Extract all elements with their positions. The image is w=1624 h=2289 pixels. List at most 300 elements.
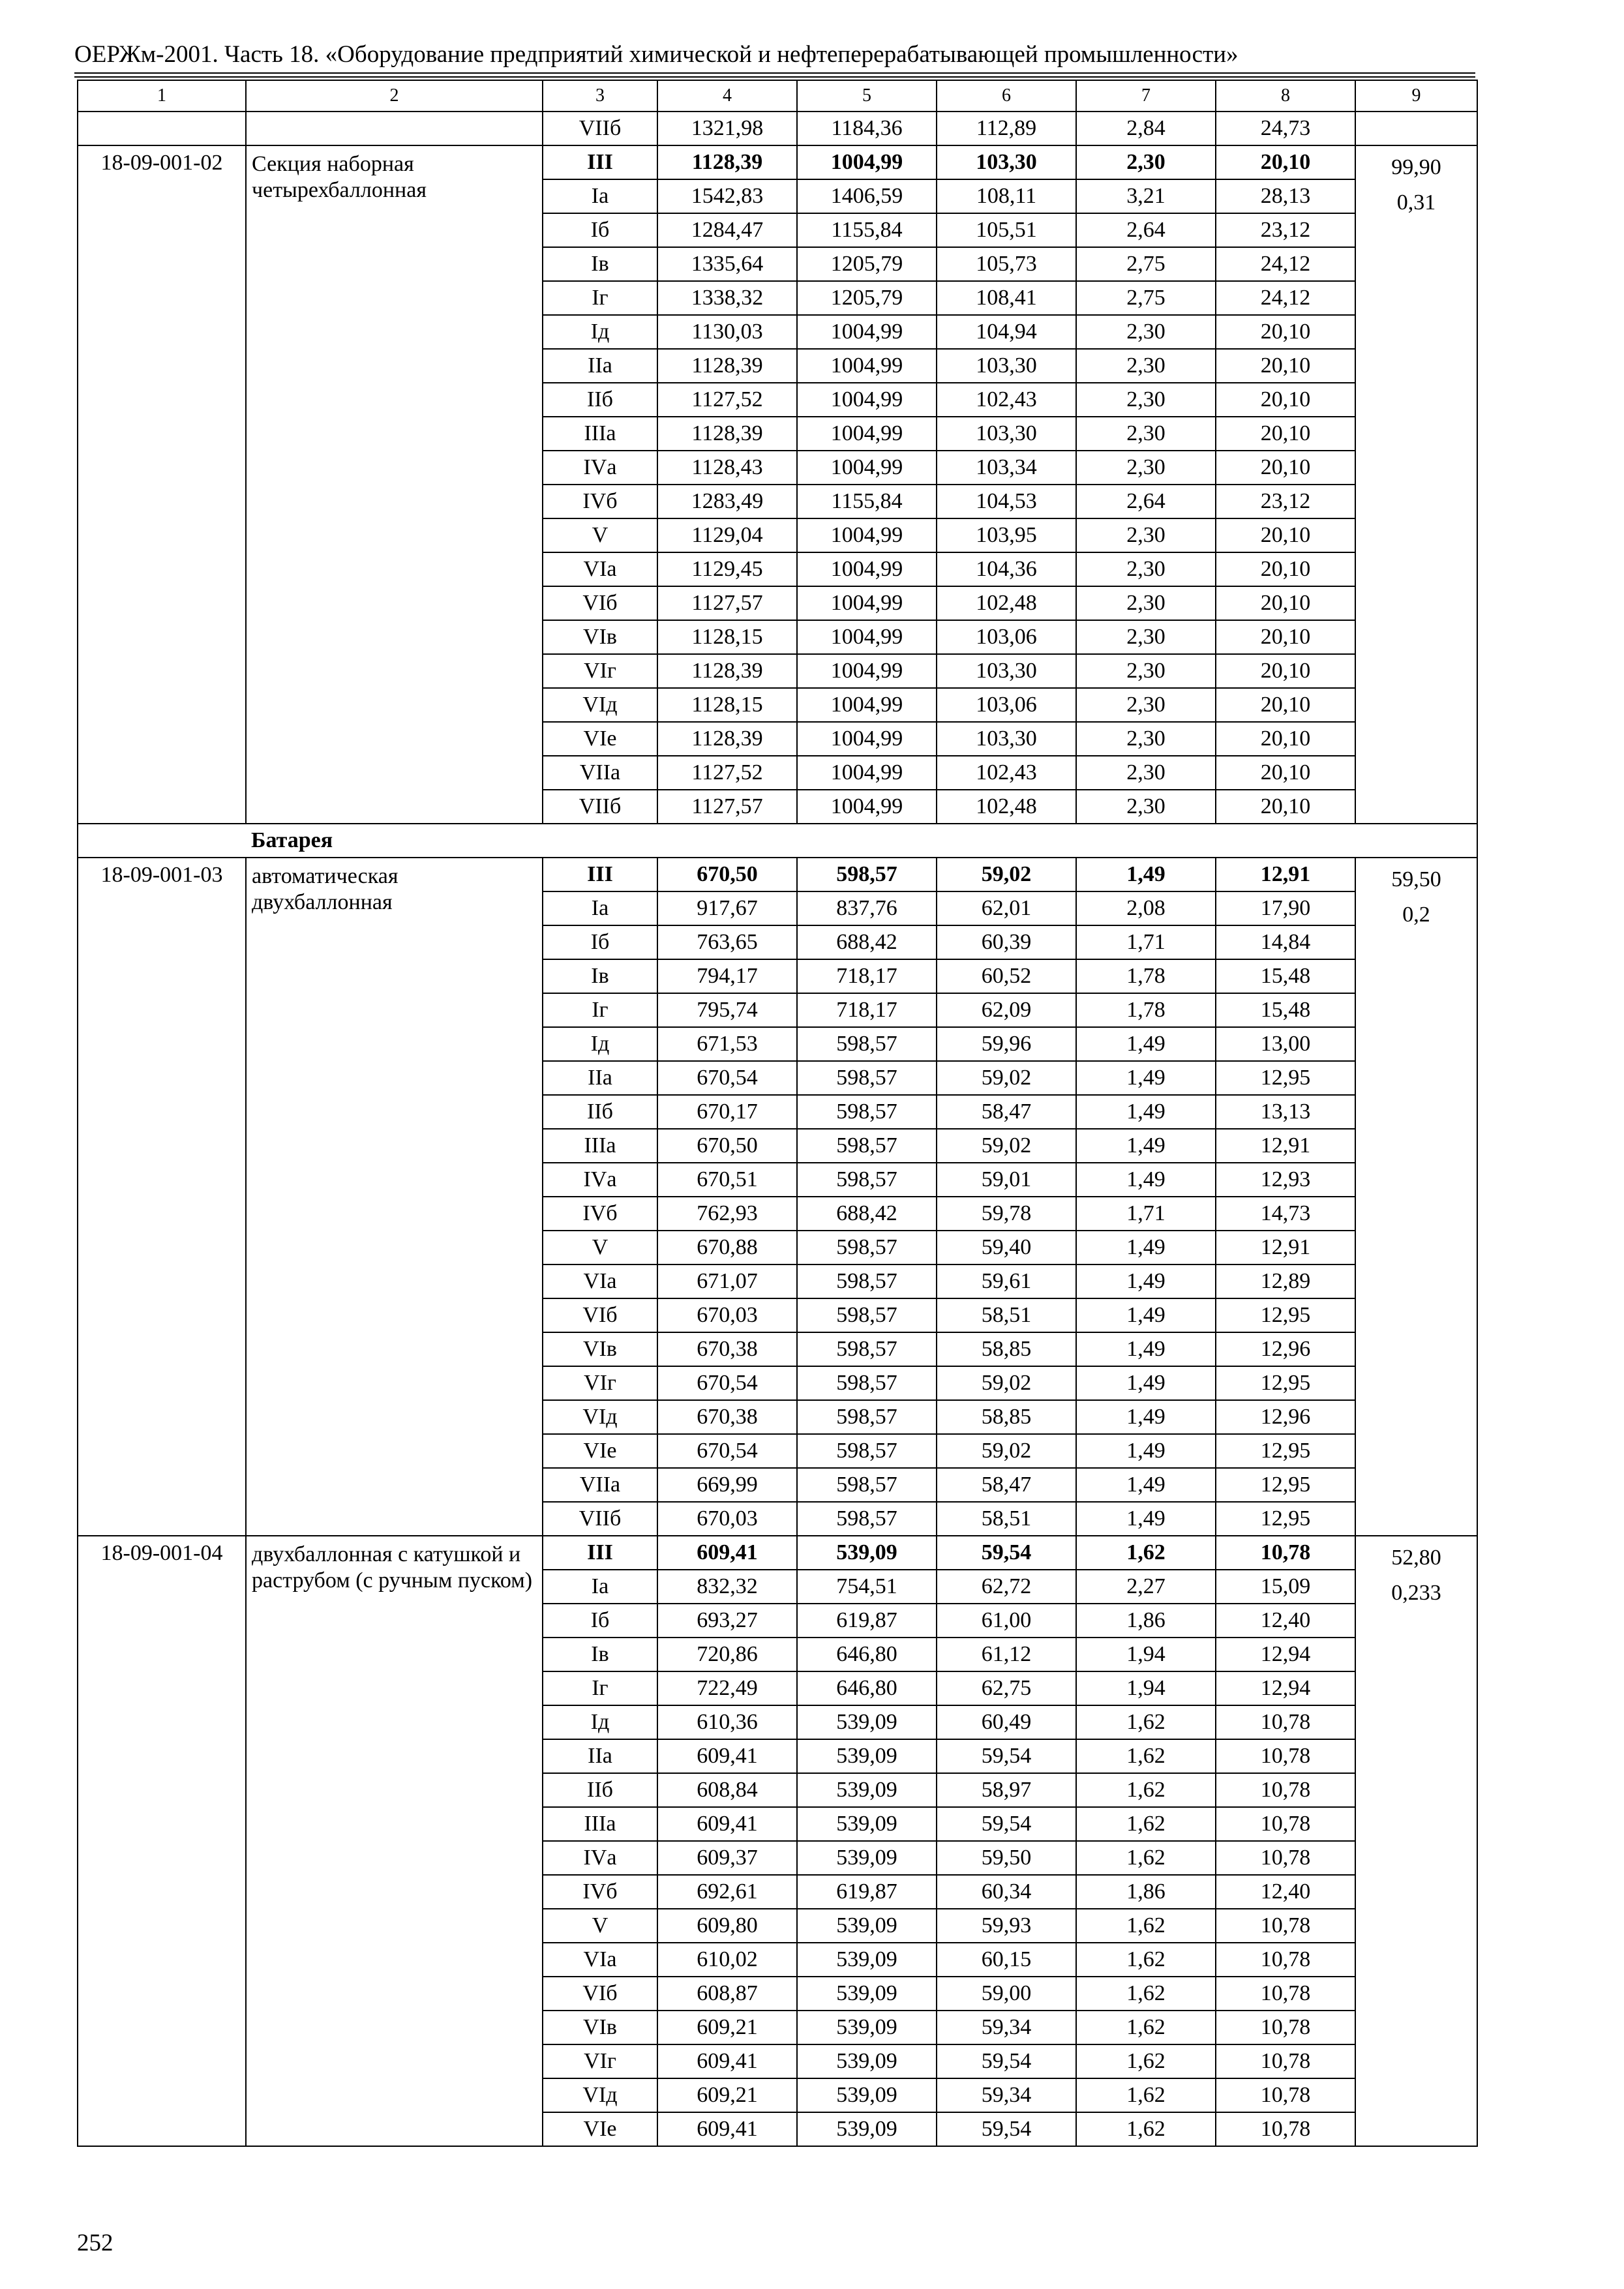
value-cell: 670,38 <box>657 1332 797 1366</box>
value-cell: 1284,47 <box>657 213 797 247</box>
value-cell: 1,62 <box>1076 1807 1216 1841</box>
value-cell: 14,73 <box>1216 1197 1355 1231</box>
value-cell: 102,43 <box>937 756 1076 790</box>
value-cell: 1004,99 <box>797 315 937 349</box>
page-number: 252 <box>77 2230 113 2256</box>
value-cell: 10,78 <box>1216 1977 1355 2011</box>
value-cell: 1004,99 <box>797 417 937 451</box>
grade-cell: IIа <box>543 1061 657 1095</box>
value-cell: 1,49 <box>1076 1400 1216 1434</box>
value-cell: 102,48 <box>937 586 1076 620</box>
value-cell: 1004,99 <box>797 722 937 756</box>
grade-cell: VIв <box>543 620 657 654</box>
value-cell: 1129,45 <box>657 552 797 586</box>
value-cell: 1,62 <box>1076 1841 1216 1875</box>
value-cell: 59,78 <box>937 1197 1076 1231</box>
value-cell: 1128,15 <box>657 620 797 654</box>
value-cell: 598,57 <box>797 1061 937 1095</box>
table-row <box>78 112 1477 145</box>
value-cell: 539,09 <box>797 2112 937 2146</box>
value-cell: 59,54 <box>937 1536 1076 1570</box>
value-cell: 1,49 <box>1076 1264 1216 1298</box>
value-cell: 20,10 <box>1216 586 1355 620</box>
value-cell: 832,32 <box>657 1570 797 1604</box>
value-cell: 2,30 <box>1076 620 1216 654</box>
value-cell: 59,54 <box>937 2044 1076 2078</box>
value-cell: 103,30 <box>937 722 1076 756</box>
value-cell: 598,57 <box>797 1129 937 1163</box>
value-cell: 1004,99 <box>797 756 937 790</box>
value-cell: 1,62 <box>1076 1739 1216 1773</box>
value-cell: 59,02 <box>937 858 1076 891</box>
value-cell: 1004,99 <box>797 383 937 417</box>
value-cell: 1,86 <box>1076 1604 1216 1638</box>
value-cell: 609,41 <box>657 1536 797 1570</box>
value-cell: 12,91 <box>1216 858 1355 891</box>
value-cell: 24,73 <box>1216 112 1355 145</box>
value-cell: 12,95 <box>1216 1434 1355 1468</box>
grade-cell: VIд <box>543 2078 657 2112</box>
code-cell <box>78 112 246 145</box>
value-cell: 670,54 <box>657 1061 797 1095</box>
value-cell: 59,93 <box>937 1909 1076 1943</box>
value-cell: 1128,39 <box>657 654 797 688</box>
value-cell: 20,10 <box>1216 756 1355 790</box>
value-cell: 59,50 <box>937 1841 1076 1875</box>
grade-cell: VIа <box>543 1264 657 1298</box>
value-cell: 13,00 <box>1216 1027 1355 1061</box>
value-cell: 20,10 <box>1216 315 1355 349</box>
table-row <box>78 858 1477 891</box>
value-cell: 15,48 <box>1216 959 1355 993</box>
value-cell: 669,99 <box>657 1468 797 1502</box>
value-cell: 105,73 <box>937 247 1076 281</box>
value-cell: 539,09 <box>797 1807 937 1841</box>
value-cell: 13,13 <box>1216 1095 1355 1129</box>
value-cell: 2,84 <box>1076 112 1216 145</box>
value-cell: 2,30 <box>1076 790 1216 824</box>
value-cell: 1,49 <box>1076 1332 1216 1366</box>
value-cell: 2,75 <box>1076 281 1216 315</box>
value-cell: 103,30 <box>937 349 1076 383</box>
value-cell: 24,12 <box>1216 247 1355 281</box>
grade-cell: III <box>543 1536 657 1570</box>
value-cell: 17,90 <box>1216 891 1355 925</box>
grade-cell: VIг <box>543 1366 657 1400</box>
value-cell: 1004,99 <box>797 145 937 179</box>
table-row <box>78 145 1477 179</box>
value-cell: 12,93 <box>1216 1163 1355 1197</box>
group-row <box>78 824 1477 858</box>
grade-cell: IVа <box>543 1163 657 1197</box>
value-cell: 60,34 <box>937 1875 1076 1909</box>
value-cell: 795,74 <box>657 993 797 1027</box>
value-cell: 539,09 <box>797 2011 937 2044</box>
value-cell: 1,49 <box>1076 1095 1216 1129</box>
value-cell: 646,80 <box>797 1671 937 1705</box>
value-cell: 1,62 <box>1076 1536 1216 1570</box>
grade-cell: VIIб <box>543 1502 657 1536</box>
value-cell: 105,51 <box>937 213 1076 247</box>
value-cell: 59,54 <box>937 1807 1076 1841</box>
value-cell: 1,49 <box>1076 1468 1216 1502</box>
value-cell: 610,36 <box>657 1705 797 1739</box>
value-cell: 20,10 <box>1216 518 1355 552</box>
value-cell: 608,87 <box>657 1977 797 2011</box>
value-cell: 1127,57 <box>657 586 797 620</box>
name-cell: Секция наборная четырехбаллонная <box>246 145 543 824</box>
col9-value: 52,80 <box>1391 1546 1441 1570</box>
value-cell: 539,09 <box>797 1739 937 1773</box>
grade-cell: IIб <box>543 1095 657 1129</box>
column-number-row <box>78 80 1477 112</box>
value-cell: 58,97 <box>937 1773 1076 1807</box>
grade-cell: VIб <box>543 1298 657 1332</box>
value-cell: 62,09 <box>937 993 1076 1027</box>
value-cell: 3,21 <box>1076 179 1216 213</box>
value-cell: 693,27 <box>657 1604 797 1638</box>
value-cell: 1,49 <box>1076 1366 1216 1400</box>
value-cell: 1,49 <box>1076 1129 1216 1163</box>
value-cell: 59,02 <box>937 1366 1076 1400</box>
value-cell: 104,36 <box>937 552 1076 586</box>
value-cell: 670,38 <box>657 1400 797 1434</box>
grade-cell: IIIа <box>543 1129 657 1163</box>
value-cell: 1,49 <box>1076 1061 1216 1095</box>
value-cell: 20,10 <box>1216 417 1355 451</box>
grade-cell: III <box>543 145 657 179</box>
value-cell: 1,78 <box>1076 993 1216 1027</box>
value-cell: 670,03 <box>657 1502 797 1536</box>
grade-cell: Iб <box>543 213 657 247</box>
grade-cell: IVб <box>543 1875 657 1909</box>
value-cell: 20,10 <box>1216 688 1355 722</box>
value-cell: 1155,84 <box>797 213 937 247</box>
value-cell: 62,01 <box>937 891 1076 925</box>
value-cell: 2,08 <box>1076 891 1216 925</box>
value-cell: 609,41 <box>657 2112 797 2146</box>
value-cell: 670,54 <box>657 1434 797 1468</box>
column-number: 5 <box>797 80 937 112</box>
grade-cell: VIIб <box>543 790 657 824</box>
grade-cell: VIг <box>543 654 657 688</box>
grade-cell: Iг <box>543 993 657 1027</box>
value-cell: 619,87 <box>797 1875 937 1909</box>
value-cell: 1004,99 <box>797 654 937 688</box>
value-cell: 12,96 <box>1216 1400 1355 1434</box>
value-cell: 1128,39 <box>657 145 797 179</box>
grade-cell: VIIа <box>543 756 657 790</box>
value-cell: 917,67 <box>657 891 797 925</box>
value-cell: 671,07 <box>657 1264 797 1298</box>
value-cell: 10,78 <box>1216 1536 1355 1570</box>
value-cell: 20,10 <box>1216 552 1355 586</box>
value-cell: 2,64 <box>1076 485 1216 518</box>
value-cell: 103,30 <box>937 145 1076 179</box>
col9-value: 0,31 <box>1396 190 1436 215</box>
value-cell: 539,09 <box>797 2078 937 2112</box>
value-cell: 20,10 <box>1216 383 1355 417</box>
value-cell: 1130,03 <box>657 315 797 349</box>
value-cell: 10,78 <box>1216 1943 1355 1977</box>
value-cell: 58,85 <box>937 1332 1076 1366</box>
value-cell: 1004,99 <box>797 586 937 620</box>
value-cell: 60,15 <box>937 1943 1076 1977</box>
col9-value: 0,233 <box>1391 1581 1441 1605</box>
grade-cell: IIб <box>543 383 657 417</box>
value-cell: 598,57 <box>797 1502 937 1536</box>
value-cell: 670,88 <box>657 1231 797 1264</box>
value-cell: 61,12 <box>937 1638 1076 1671</box>
value-cell: 1004,99 <box>797 451 937 485</box>
value-cell: 539,09 <box>797 1909 937 1943</box>
page-header: ОЕРЖм-2001. Часть 18. «Оборудование предприятий химической и нефтеперерабатывающей промышленности» <box>74 41 1239 68</box>
value-cell: 670,03 <box>657 1298 797 1332</box>
value-cell: 59,61 <box>937 1264 1076 1298</box>
value-cell: 14,84 <box>1216 925 1355 959</box>
value-cell: 1,62 <box>1076 2078 1216 2112</box>
grade-cell: Iа <box>543 179 657 213</box>
value-cell: 1338,32 <box>657 281 797 315</box>
value-cell: 103,30 <box>937 654 1076 688</box>
value-cell: 598,57 <box>797 1400 937 1434</box>
value-cell: 598,57 <box>797 1027 937 1061</box>
column-number: 8 <box>1216 80 1355 112</box>
value-cell: 62,75 <box>937 1671 1076 1705</box>
grade-cell: V <box>543 1231 657 1264</box>
value-cell: 58,47 <box>937 1095 1076 1129</box>
value-cell: 609,41 <box>657 1807 797 1841</box>
value-cell: 59,34 <box>937 2078 1076 2112</box>
value-cell: 762,93 <box>657 1197 797 1231</box>
value-cell: 1,49 <box>1076 1298 1216 1332</box>
value-cell: 1128,15 <box>657 688 797 722</box>
value-cell: 837,76 <box>797 891 937 925</box>
value-cell: 23,12 <box>1216 213 1355 247</box>
value-cell: 1,49 <box>1076 1502 1216 1536</box>
value-cell: 2,27 <box>1076 1570 1216 1604</box>
value-cell: 609,37 <box>657 1841 797 1875</box>
value-cell: 12,40 <box>1216 1875 1355 1909</box>
value-cell: 609,41 <box>657 1739 797 1773</box>
header-rule-bottom <box>74 76 1475 78</box>
grade-cell: VIб <box>543 1977 657 2011</box>
grade-cell: Iв <box>543 1638 657 1671</box>
value-cell: 1,94 <box>1076 1671 1216 1705</box>
value-cell: 598,57 <box>797 1163 937 1197</box>
value-cell: 112,89 <box>937 112 1076 145</box>
col9-cell <box>1355 858 1477 1536</box>
value-cell: 59,02 <box>937 1129 1076 1163</box>
grade-cell: Iд <box>543 1027 657 1061</box>
column-number: 4 <box>657 80 797 112</box>
value-cell: 1128,39 <box>657 349 797 383</box>
value-cell: 12,91 <box>1216 1231 1355 1264</box>
value-cell: 720,86 <box>657 1638 797 1671</box>
grade-cell: IIб <box>543 1773 657 1807</box>
value-cell: 1283,49 <box>657 485 797 518</box>
grade-cell: VIа <box>543 1943 657 1977</box>
grade-cell: Iб <box>543 925 657 959</box>
value-cell: 2,30 <box>1076 688 1216 722</box>
value-cell: 20,10 <box>1216 451 1355 485</box>
value-cell: 2,30 <box>1076 383 1216 417</box>
value-cell: 10,78 <box>1216 2011 1355 2044</box>
value-cell: 2,30 <box>1076 756 1216 790</box>
grade-cell: IIа <box>543 1739 657 1773</box>
value-cell: 2,30 <box>1076 145 1216 179</box>
value-cell: 608,84 <box>657 1773 797 1807</box>
value-cell: 609,21 <box>657 2078 797 2112</box>
value-cell: 539,09 <box>797 1705 937 1739</box>
value-cell: 59,34 <box>937 2011 1076 2044</box>
value-cell: 103,95 <box>937 518 1076 552</box>
grade-cell: IIIа <box>543 417 657 451</box>
value-cell: 1128,43 <box>657 451 797 485</box>
value-cell: 59,96 <box>937 1027 1076 1061</box>
value-cell: 2,30 <box>1076 451 1216 485</box>
name-cell: двухбаллонная с катушкой и раструбом (с ручным пуском) <box>246 1536 543 2146</box>
grade-cell: IVа <box>543 451 657 485</box>
grade-cell: VIа <box>543 552 657 586</box>
value-cell: 1205,79 <box>797 247 937 281</box>
value-cell: 1004,99 <box>797 620 937 654</box>
name-cell <box>246 112 543 145</box>
value-cell: 1,86 <box>1076 1875 1216 1909</box>
value-cell: 20,10 <box>1216 654 1355 688</box>
value-cell: 58,85 <box>937 1400 1076 1434</box>
grade-cell: VIд <box>543 1400 657 1434</box>
column-number: 1 <box>78 80 246 112</box>
value-cell: 1127,57 <box>657 790 797 824</box>
value-cell: 1542,83 <box>657 179 797 213</box>
value-cell: 24,12 <box>1216 281 1355 315</box>
value-cell: 59,02 <box>937 1061 1076 1095</box>
value-cell: 12,95 <box>1216 1298 1355 1332</box>
value-cell: 1,62 <box>1076 2044 1216 2078</box>
value-cell: 688,42 <box>797 1197 937 1231</box>
value-cell: 2,30 <box>1076 315 1216 349</box>
value-cell: 104,53 <box>937 485 1076 518</box>
value-cell: 539,09 <box>797 1943 937 1977</box>
value-cell: 59,54 <box>937 2112 1076 2146</box>
value-cell: 2,30 <box>1076 654 1216 688</box>
value-cell: VIIб <box>543 112 657 145</box>
grade-cell: Iд <box>543 315 657 349</box>
value-cell: 10,78 <box>1216 1841 1355 1875</box>
value-cell: 670,50 <box>657 858 797 891</box>
value-cell: 108,41 <box>937 281 1076 315</box>
grade-cell: VIе <box>543 1434 657 1468</box>
value-cell: 598,57 <box>797 1332 937 1366</box>
value-cell: 2,30 <box>1076 552 1216 586</box>
value-cell: 598,57 <box>797 1231 937 1264</box>
value-cell: 1,62 <box>1076 1909 1216 1943</box>
value-cell: 722,49 <box>657 1671 797 1705</box>
value-cell: 718,17 <box>797 959 937 993</box>
grade-cell: Iв <box>543 247 657 281</box>
col9-cell <box>1355 112 1477 145</box>
value-cell: 539,09 <box>797 1841 937 1875</box>
column-number: 3 <box>543 80 657 112</box>
value-cell: 692,61 <box>657 1875 797 1909</box>
value-cell: 1,62 <box>1076 1977 1216 2011</box>
column-number: 2 <box>246 80 543 112</box>
value-cell: 619,87 <box>797 1604 937 1638</box>
header-rule-top <box>74 72 1475 74</box>
grade-cell: Iг <box>543 1671 657 1705</box>
grade-cell: IVа <box>543 1841 657 1875</box>
value-cell: 1004,99 <box>797 349 937 383</box>
value-cell: 1,62 <box>1076 2011 1216 2044</box>
value-cell: 671,53 <box>657 1027 797 1061</box>
value-cell: 1155,84 <box>797 485 937 518</box>
grade-cell: IIа <box>543 349 657 383</box>
value-cell: 59,00 <box>937 1977 1076 2011</box>
value-cell: 20,10 <box>1216 620 1355 654</box>
value-cell: 794,17 <box>657 959 797 993</box>
value-cell: 12,95 <box>1216 1468 1355 1502</box>
rates-table <box>77 80 1478 2147</box>
value-cell: 103,06 <box>937 688 1076 722</box>
group-code-cell <box>78 824 246 858</box>
value-cell: 10,78 <box>1216 1807 1355 1841</box>
code-cell: 18-09-001-03 <box>78 858 246 1536</box>
value-cell: 12,91 <box>1216 1129 1355 1163</box>
name-cell: автоматическая двухбаллонная <box>246 858 543 1536</box>
value-cell: 598,57 <box>797 1468 937 1502</box>
value-cell: 1321,98 <box>657 112 797 145</box>
value-cell: 104,94 <box>937 315 1076 349</box>
value-cell: 539,09 <box>797 2044 937 2078</box>
value-cell: 598,57 <box>797 1366 937 1400</box>
value-cell: 1004,99 <box>797 518 937 552</box>
value-cell: 102,43 <box>937 383 1076 417</box>
value-cell: 646,80 <box>797 1638 937 1671</box>
value-cell: 670,51 <box>657 1163 797 1197</box>
value-cell: 2,30 <box>1076 349 1216 383</box>
value-cell: 539,09 <box>797 1773 937 1807</box>
value-cell: 670,54 <box>657 1366 797 1400</box>
column-number: 9 <box>1355 80 1477 112</box>
value-cell: 670,50 <box>657 1129 797 1163</box>
value-cell: 1128,39 <box>657 722 797 756</box>
value-cell: 10,78 <box>1216 1773 1355 1807</box>
value-cell: 1406,59 <box>797 179 937 213</box>
grade-cell: Iа <box>543 891 657 925</box>
value-cell: 539,09 <box>797 1977 937 2011</box>
value-cell: 20,10 <box>1216 722 1355 756</box>
value-cell: 1129,04 <box>657 518 797 552</box>
grade-cell: Iв <box>543 959 657 993</box>
value-cell: 670,17 <box>657 1095 797 1129</box>
value-cell: 1,71 <box>1076 1197 1216 1231</box>
value-cell: 61,00 <box>937 1604 1076 1638</box>
value-cell: 598,57 <box>797 1298 937 1332</box>
value-cell: 598,57 <box>797 1264 937 1298</box>
value-cell: 1004,99 <box>797 552 937 586</box>
grade-cell: III <box>543 858 657 891</box>
value-cell: 103,06 <box>937 620 1076 654</box>
value-cell: 1,78 <box>1076 959 1216 993</box>
value-cell: 1,49 <box>1076 1434 1216 1468</box>
value-cell: 12,94 <box>1216 1638 1355 1671</box>
column-number: 7 <box>1076 80 1216 112</box>
value-cell: 59,01 <box>937 1163 1076 1197</box>
col9-value: 99,90 <box>1391 155 1441 179</box>
grade-cell: IVб <box>543 485 657 518</box>
value-cell: 688,42 <box>797 925 937 959</box>
